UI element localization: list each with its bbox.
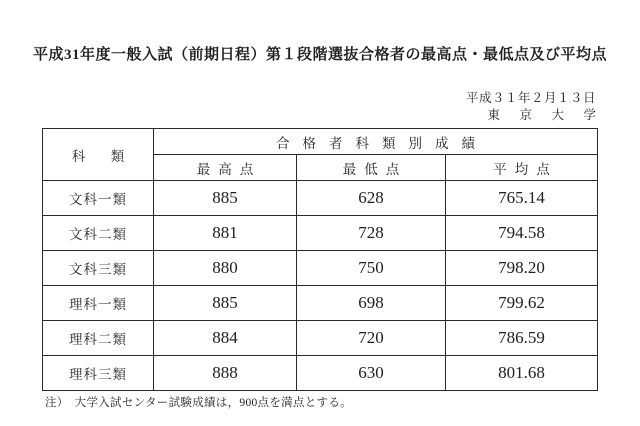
max-score-cell: 885 (154, 181, 297, 216)
avg-score-cell: 786.59 (446, 321, 598, 356)
min-score-cell: 720 (297, 321, 446, 356)
min-score-cell: 698 (297, 286, 446, 321)
avg-score-cell: 794.58 (446, 216, 598, 251)
column-header-max: 最高点 (154, 155, 297, 181)
table-row (43, 356, 598, 391)
table-row (43, 216, 598, 251)
organization-name: 東 京 大 学 (487, 108, 600, 122)
column-header-avg: 平均点 (446, 155, 598, 181)
category-cell: 文科二類 (43, 216, 154, 251)
page-title: 平成31年度一般入試（前期日程）第１段階選抜合格者の最高点・最低点及び平均点 (32, 47, 607, 63)
avg-score-cell: 765.14 (446, 181, 598, 216)
results-table (42, 128, 598, 391)
document-date: 平成３１年２月１３日 (465, 91, 596, 105)
avg-score-cell: 798.20 (446, 251, 598, 286)
footnote: 注） 大学入試センター試験成績は，900点を満点とする。 (45, 397, 352, 409)
category-cell: 理科一類 (43, 286, 154, 321)
category-cell: 文科一類 (43, 181, 154, 216)
category-cell: 文科三類 (43, 251, 154, 286)
min-score-cell: 750 (297, 251, 446, 286)
min-score-cell: 728 (297, 216, 446, 251)
corner-header-category: 科 類 (43, 129, 154, 181)
table-header-row-group (43, 129, 598, 155)
max-score-cell: 881 (154, 216, 297, 251)
avg-score-cell: 799.62 (446, 286, 598, 321)
column-header-min: 最低点 (297, 155, 446, 181)
category-cell: 理科三類 (43, 356, 154, 391)
max-score-cell: 880 (154, 251, 297, 286)
min-score-cell: 628 (297, 181, 446, 216)
max-score-cell: 884 (154, 321, 297, 356)
group-header-results: 合格者科類別成績 (154, 129, 598, 155)
table-row (43, 286, 598, 321)
max-score-cell: 888 (154, 356, 297, 391)
category-cell: 理科二類 (43, 321, 154, 356)
min-score-cell: 630 (297, 356, 446, 391)
table-row (43, 321, 598, 356)
table-row (43, 251, 598, 286)
document-meta (465, 90, 600, 124)
table-row (43, 181, 598, 216)
avg-score-cell: 801.68 (446, 356, 598, 391)
max-score-cell: 885 (154, 286, 297, 321)
